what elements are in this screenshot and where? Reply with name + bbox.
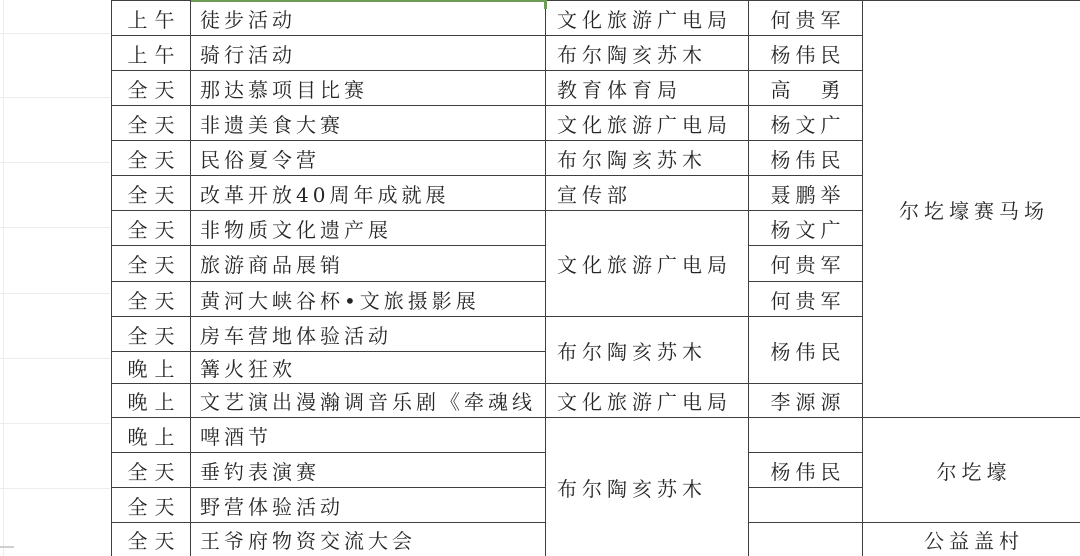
cell-time: 全天 — [112, 488, 191, 523]
cell-time: 晚上 — [112, 418, 191, 453]
cell-department: 布尔陶亥苏木 — [546, 141, 749, 176]
cell-activity: 非遗美食大赛 — [191, 106, 546, 141]
cell-time: 全天 — [112, 453, 191, 488]
cell-location: 尔圪壕赛马场 — [863, 1, 1080, 418]
cell-person — [749, 523, 863, 556]
cell-activity: 黄河大峡谷杯•文旅摄影展 — [191, 282, 546, 317]
cell-time: 全天 — [112, 317, 191, 352]
cell-person: 杨伟民 — [749, 453, 863, 488]
event-schedule-table — [111, 0, 1080, 556]
cell-department: 文化旅游广电局 — [546, 1, 749, 36]
cell-person: 杨伟民 — [749, 36, 863, 71]
cell-time: 晚上 — [112, 352, 191, 384]
cell-activity: 王爷府物资交流大会 — [191, 523, 546, 556]
cell-activity: 房车营地体验活动 — [191, 317, 546, 352]
cell-activity: 垂钓表演赛 — [191, 453, 546, 488]
cell-location: 尔圪壕 — [863, 418, 1080, 523]
cell-department: 文化旅游广电局 — [546, 384, 749, 418]
cell-department: 文化旅游广电局 — [546, 211, 749, 317]
cell-selection-border-top — [191, 0, 546, 2]
cell-selection-border-tick — [544, 0, 547, 9]
cell-person: 高 勇 — [749, 71, 863, 106]
cell-activity: 非物质文化遗产展 — [191, 211, 546, 246]
cell-activity: 旅游商品展销 — [191, 246, 546, 282]
background-gridline-stub — [0, 546, 14, 548]
cell-activity: 徒步活动 — [191, 1, 546, 36]
background-gridline — [0, 97, 110, 98]
cell-activity: 篝火狂欢 — [191, 352, 546, 384]
cell-activity: 野营体验活动 — [191, 488, 546, 523]
cell-person: 杨文广 — [749, 211, 863, 246]
cell-department: 文化旅游广电局 — [546, 106, 749, 141]
background-gridline — [0, 33, 110, 34]
cell-location: 公益盖村 — [863, 523, 1080, 556]
cell-department: 布尔陶亥苏木 — [546, 36, 749, 71]
cell-time: 全天 — [112, 176, 191, 211]
cell-activity: 那达慕项目比赛 — [191, 71, 546, 106]
background-gridline — [0, 162, 110, 163]
cell-time: 全天 — [112, 282, 191, 317]
background-gridline — [0, 423, 110, 424]
cell-department: 布尔陶亥苏木 — [546, 418, 749, 556]
cell-department: 布尔陶亥苏木 — [546, 317, 749, 384]
background-gridline — [0, 488, 110, 489]
cell-time: 全天 — [112, 71, 191, 106]
cell-activity: 啤酒节 — [191, 418, 546, 453]
cell-person: 杨伟民 — [749, 141, 863, 176]
background-gridline — [0, 227, 110, 228]
cell-time: 全天 — [112, 141, 191, 176]
cell-time: 上午 — [112, 36, 191, 71]
cell-person: 何贵军 — [749, 1, 863, 36]
background-gridline — [0, 293, 110, 294]
background-gridline-vertical — [3, 0, 4, 556]
cell-person: 杨伟民 — [749, 317, 863, 384]
cell-time: 全天 — [112, 106, 191, 141]
cell-person — [749, 488, 863, 523]
background-gridline — [0, 358, 110, 359]
cell-time: 上午 — [112, 1, 191, 36]
table-row — [112, 418, 1080, 453]
cell-activity: 文艺演出漫瀚调音乐剧《牵魂线 — [191, 384, 546, 418]
table-row — [112, 1, 1080, 36]
cell-department: 教育体育局 — [546, 71, 749, 106]
cell-person: 杨文广 — [749, 106, 863, 141]
cell-department: 宣传部 — [546, 176, 749, 211]
cell-person: 何贵军 — [749, 246, 863, 282]
cell-time: 全天 — [112, 523, 191, 556]
cell-person: 何贵军 — [749, 282, 863, 317]
cell-person: 聂鹏举 — [749, 176, 863, 211]
cell-activity: 改革开放40周年成就展 — [191, 176, 546, 211]
cell-activity: 民俗夏令营 — [191, 141, 546, 176]
cell-time: 全天 — [112, 211, 191, 246]
cell-time: 全天 — [112, 246, 191, 282]
cell-time: 晚上 — [112, 384, 191, 418]
cell-person: 李源源 — [749, 384, 863, 418]
cell-person — [749, 418, 863, 453]
cell-activity: 骑行活动 — [191, 36, 546, 71]
